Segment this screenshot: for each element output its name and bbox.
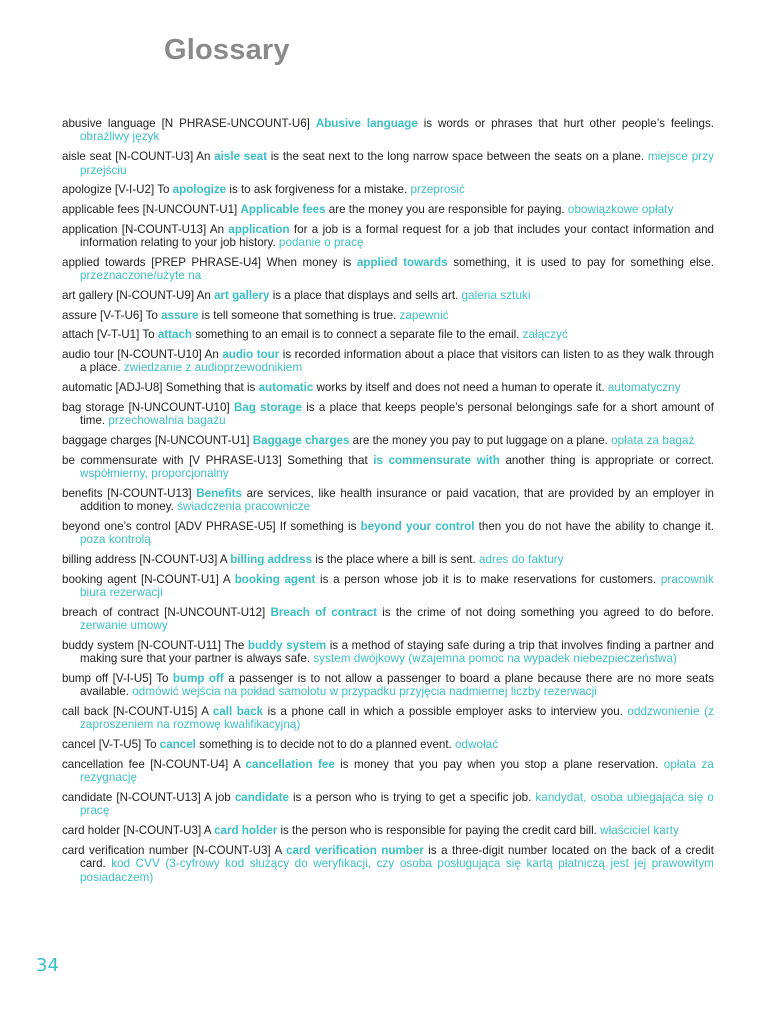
entry-headword: booking agent — [234, 572, 316, 586]
glossary-entry — [62, 639, 714, 666]
entry-term: attach — [62, 328, 94, 342]
entry-translation: opłata za rezygnację — [80, 757, 714, 785]
entry-pre: Something that is — [162, 381, 259, 395]
entry-tag: [V-I-U5] — [112, 671, 152, 685]
entry-translation: odmówić wejścia na pokład samolotu w przypadku przyjęcia nadmiernej liczby rezerwacji — [132, 685, 597, 699]
entry-tag: [V PHRASE-U13] — [189, 453, 282, 467]
entry-definition: something, it is used to pay for something else. — [447, 255, 715, 269]
entry-definition: is the place where a bill is sent. — [312, 552, 479, 566]
entry-headword: Applicable fees — [240, 202, 326, 216]
entry-term: art gallery — [62, 288, 113, 302]
glossary-entry — [62, 256, 714, 283]
entry-definition: is a method of staying safe during a trip that involves finding a partner and making sure that your partner is always safe. — [80, 638, 714, 666]
entry-definition: is a place that displays and sells art. — [269, 288, 462, 302]
glossary-entry — [62, 487, 714, 514]
entry-term: buddy system — [62, 638, 134, 652]
entry-term: cancel — [62, 738, 96, 752]
entry-tag: [N-UNCOUNT-U10] — [128, 400, 230, 414]
entry-translation: współmierny, proporcjonalny — [80, 466, 229, 480]
entry-definition: is a person who is trying to get a specific job. — [288, 790, 536, 804]
entry-definition: is recorded information about a place that visitors can listen to as they walk through a place. — [80, 347, 714, 375]
entry-translation: podanie o pracę — [278, 236, 364, 250]
entry-translation: świadczenia pracownicze — [177, 500, 311, 514]
entry-pre: An — [201, 347, 223, 361]
entry-term: application — [62, 222, 118, 236]
entry-headword: card verification number — [286, 843, 424, 857]
entry-headword: Breach of contract — [270, 605, 378, 619]
glossary-list — [62, 117, 714, 890]
entry-headword: bump off — [172, 671, 224, 685]
entry-translation: poza kontrolą — [80, 533, 151, 547]
entry-term: apologize — [62, 183, 112, 197]
entry-tag: [N-COUNT-U1] — [140, 572, 219, 586]
entry-translation: zapewnić — [399, 308, 449, 322]
entry-term: baggage charges — [62, 433, 152, 447]
entry-term: applicable fees — [62, 202, 140, 216]
glossary-entry — [62, 553, 714, 566]
entry-headword: card holder — [214, 824, 278, 838]
entry-tag: [N-COUNT-U9] — [116, 288, 195, 302]
entry-definition: are services, like health insurance or paid vacation, that are provided by an employer in addition to money. — [80, 486, 714, 514]
entry-pre: A job — [200, 790, 235, 804]
page-number: 34 — [36, 955, 59, 976]
entry-pre: If something is — [275, 519, 361, 533]
entry-translation: galeria sztuki — [461, 288, 531, 302]
entry-tag: [N-COUNT-U13] — [107, 486, 192, 500]
entry-tag: [N-COUNT-U13] — [121, 222, 207, 236]
entry-definition: is the person who is responsible for paying the credit card bill. — [277, 824, 601, 838]
entry-term: call back — [62, 705, 109, 719]
glossary-entry — [62, 183, 714, 196]
entry-translation: przeznaczone/użyte na — [80, 269, 202, 283]
glossary-entry — [62, 606, 714, 633]
entry-pre: To — [154, 183, 173, 197]
entry-headword: attach — [157, 328, 192, 342]
entry-term: benefits — [62, 486, 103, 500]
entry-definition: for a job is a formal request for a job that includes your contact information and information relating to your job history. — [80, 222, 714, 250]
glossary-entry — [62, 289, 714, 302]
entry-definition: another thing is appropriate or correct. — [499, 453, 715, 467]
entry-tag: [ADJ-U8] — [115, 381, 163, 395]
entry-term: be commensurate with — [62, 453, 184, 467]
glossary-entry — [62, 758, 714, 785]
entry-tag: [N-COUNT-U4] — [150, 757, 229, 771]
entry-term: aisle seat — [62, 150, 112, 164]
entry-headword: Bag storage — [233, 400, 302, 414]
entry-pre: The — [220, 638, 248, 652]
entry-definition: is words or phrases that hurt other people’s feelings. — [417, 117, 714, 130]
glossary-entry — [62, 705, 714, 732]
entry-translation: kandydat, osoba ubiegająca się o pracę — [80, 790, 714, 818]
entry-term: candidate — [62, 790, 113, 804]
entry-pre: A — [228, 757, 246, 771]
entry-translation: adres do faktury — [478, 552, 564, 566]
glossary-entry — [62, 381, 714, 394]
entry-definition: something to an email is to connect a separate file to the email. — [192, 328, 523, 342]
entry-tag: [N-COUNT-U3] — [123, 824, 202, 838]
entry-definition: works by itself and does not need a human to operate it. — [313, 381, 608, 395]
entry-translation: obraźliwy język — [80, 130, 160, 144]
entry-headword: cancel — [159, 738, 196, 752]
entry-term: card verification number — [62, 843, 189, 857]
entry-translation: oddzwonienie (z zaproszeniem na rozmowę kwalifikacyjną) — [80, 705, 714, 732]
entry-translation: kod CVV (3-cyfrowy kod służący do weryfikacji, czy osoba posługująca się kartą płatniczą jest jej prawowitym posiadaczem) — [80, 857, 714, 884]
entry-translation: automatyczny — [607, 381, 681, 395]
entry-pre: A — [197, 705, 213, 719]
entry-pre: A — [270, 843, 287, 857]
entry-pre: To — [141, 738, 160, 752]
entry-tag: [V-T-U5] — [98, 738, 142, 752]
entry-term: assure — [62, 308, 97, 322]
entry-definition: is a three-digit number located on the back of a credit card. — [80, 843, 714, 871]
entry-tag: [N-COUNT-U15] — [112, 705, 198, 719]
entry-term: booking agent — [62, 572, 137, 586]
entry-definition: is the crime of not doing something you agreed to do before. — [377, 605, 714, 619]
glossary-entry — [62, 328, 714, 341]
glossary-entry — [62, 520, 714, 547]
glossary-entry — [62, 573, 714, 600]
glossary-entry — [62, 454, 714, 481]
entry-headword: call back — [212, 705, 264, 719]
entry-tag: [N-COUNT-U3] — [115, 150, 194, 164]
entry-tag: [N-COUNT-U13] — [116, 790, 201, 804]
entry-pre: To — [142, 308, 162, 322]
entry-pre: To — [151, 671, 173, 685]
entry-headword: is commensurate with — [373, 453, 500, 467]
entry-translation: zerwanie umowy — [80, 619, 168, 633]
entry-definition: are the money you pay to put luggage on a plane. — [349, 433, 612, 447]
entry-translation: właściciel karty — [600, 824, 680, 838]
entry-headword: Abusive language — [315, 117, 418, 130]
entry-definition: is to ask forgiveness for a mistake. — [226, 183, 411, 197]
entry-tag: [V-T-U6] — [100, 308, 143, 322]
entry-headword: applied towards — [356, 255, 448, 269]
entry-headword: application — [228, 222, 290, 236]
entry-headword: beyond your control — [360, 519, 475, 533]
entry-term: bump off — [62, 671, 109, 685]
glossary-entry — [62, 844, 714, 884]
entry-definition: a passenger is to not allow a passenger to board a plane because there are no more seats available. — [80, 671, 714, 699]
entry-term: applied towards — [62, 255, 146, 269]
entry-term: breach of contract — [62, 605, 159, 619]
entry-definition: is a person whose job it is to make reservations for customers. — [315, 572, 661, 586]
entry-translation: odwołać — [454, 738, 499, 752]
entry-pre: A — [201, 824, 215, 838]
entry-tag: [N-COUNT-U3] — [192, 843, 271, 857]
entry-pre: When money is — [261, 255, 357, 269]
page-title: Glossary — [164, 34, 290, 66]
entry-term: automatic — [62, 381, 113, 395]
glossary-entry — [62, 401, 714, 428]
entry-translation: zwiedzanie z audioprzewodnikiem — [123, 361, 303, 375]
entry-headword: audio tour — [222, 347, 280, 361]
entry-definition: is a place that keeps people’s personal belongings safe for a short amount of time. — [80, 400, 714, 428]
glossary-entry — [62, 150, 714, 177]
entry-headword: billing address — [230, 552, 313, 566]
entry-pre: A — [217, 552, 231, 566]
glossary-entry — [62, 223, 714, 250]
entry-headword: assure — [161, 308, 199, 322]
entry-term: beyond one’s control — [62, 519, 171, 533]
glossary-entry — [62, 791, 714, 818]
entry-definition: then you do not have the ability to change it. — [474, 519, 714, 533]
entry-headword: cancellation fee — [245, 757, 335, 771]
entry-term: bag storage — [62, 400, 125, 414]
glossary-entry — [62, 434, 714, 447]
entry-definition: are the money you are responsible for paying. — [325, 202, 568, 216]
entry-pre: An — [194, 288, 215, 302]
entry-translation: miejsce przy przejściu — [80, 150, 715, 177]
entry-headword: Baggage charges — [252, 433, 350, 447]
entry-tag: [N-UNCOUNT-U12] — [164, 605, 266, 619]
entry-definition: is money that you pay when you stop a plane reservation. — [334, 757, 664, 771]
entry-tag: [ADV PHRASE-U5] — [174, 519, 276, 533]
entry-pre: An — [206, 222, 229, 236]
entry-translation: przeprosić — [410, 183, 465, 197]
entry-pre: To — [139, 328, 158, 342]
glossary-entry — [62, 203, 714, 216]
entry-term: card holder — [62, 824, 121, 838]
entry-translation: opłata za bagaż — [611, 433, 695, 447]
entry-term: cancellation fee — [62, 757, 145, 771]
glossary-entry — [62, 117, 714, 144]
entry-tag: [N-UNCOUNT-U1] — [142, 202, 238, 216]
entry-definition: is tell someone that something is true. — [198, 308, 400, 322]
entry-definition: is a phone call in which a possible employer asks to interview you. — [263, 705, 628, 719]
entry-term: abusive language — [62, 117, 156, 130]
entry-definition: something is to decide not to do a planned event. — [195, 738, 455, 752]
entry-headword: Benefits — [196, 486, 242, 500]
entry-translation: załączyć — [522, 328, 568, 342]
entry-tag: [N PHRASE-UNCOUNT-U6] — [161, 117, 310, 130]
glossary-entry — [62, 348, 714, 375]
entry-headword: apologize — [172, 183, 227, 197]
glossary-entry — [62, 738, 714, 751]
entry-tag: [N-COUNT-U11] — [137, 638, 221, 652]
entry-term: audio tour — [62, 347, 114, 361]
glossary-entry — [62, 824, 714, 837]
entry-headword: art gallery — [214, 288, 270, 302]
entry-pre: A — [218, 572, 235, 586]
entry-headword: candidate — [234, 790, 289, 804]
entry-tag: [V-I-U2] — [114, 183, 155, 197]
entry-tag: [N-COUNT-U3] — [139, 552, 218, 566]
entry-definition: is the seat next to the long narrow space between the seats on a plane. — [266, 150, 648, 164]
entry-tag: [N-COUNT-U10] — [117, 347, 202, 361]
glossary-entry — [62, 672, 714, 699]
entry-headword: aisle seat — [214, 150, 267, 164]
entry-tag: [N-UNCOUNT-U1] — [154, 433, 250, 447]
entry-translation: obowiązkowe opłaty — [567, 202, 674, 216]
entry-translation: pracownik biura rezerwacji — [80, 572, 714, 600]
entry-translation: przechowalnia bagażu — [108, 414, 226, 428]
entry-translation: system dwójkowy (wzajemna pomoc na wypadek niebezpieczeństwa) — [313, 652, 678, 666]
entry-pre: An — [193, 150, 215, 164]
entry-tag: [V-T-U1] — [96, 328, 140, 342]
glossary-entry — [62, 309, 714, 322]
entry-headword: buddy system — [247, 638, 327, 652]
entry-headword: automatic — [258, 381, 314, 395]
entry-pre: Something that — [281, 453, 374, 467]
entry-tag: [PREP PHRASE-U4] — [151, 255, 262, 269]
entry-term: billing address — [62, 552, 137, 566]
